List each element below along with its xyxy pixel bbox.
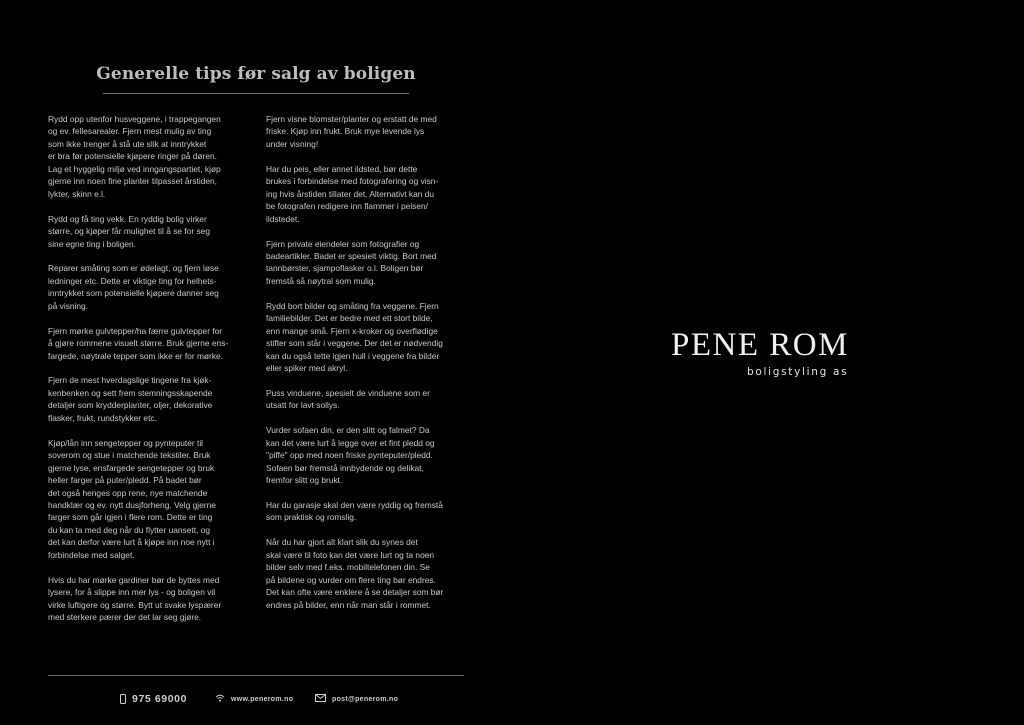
wifi-icon [215,694,225,704]
email-link[interactable]: post@penerom.no [332,695,399,703]
footer-divider [48,675,464,676]
brand-tagline: boligstyling as [747,366,849,378]
right-column [266,113,462,623]
tip-paragraph: Rydd bort bilder og småting fra veggene. Fjern familiebilder. Det er bedre med ett stort bilde, enn mange små. Fjern x-kroker og overflødige stifter som står i veggene. Der det er nødvendig kan du også tette igjen hull i veggene fra bilder eller spiker med akryl. [266,300,443,374]
tip-paragraph: Har du garasje skal den være ryddig og fremstå som praktisk og romslig. [266,499,443,523]
footer-phone [120,692,187,706]
tip-paragraph: Fjern mørke gulvtepper/ha færre gulvtepper for å gjøre rommene visuelt større. Bruk gjerne ens- fargede, nøytrale tepper som ikke er for mørke. [48,325,229,361]
tip-paragraph: Rydd og få ting vekk. En ryddig bolig virker større, og kjøper får mulighet til å se for seg sine egne ting i boligen. [48,213,210,249]
tip-paragraph: Hvis du har mørke gardiner bør de byttes med lysere, for å slippe inn mer lys - og boligen vil virke luftigere og større. Bytt ut svake lyspærer med sterkere pærer der det lar seg gjøre. [48,574,222,623]
footer-web[interactable] [215,692,293,706]
title-divider [103,93,409,94]
tip-paragraph: Reparer småting som er ødelagt, og fjern løse ledninger etc. Dette er viktige ting for helhets- inntrykket som potensielle kjøpere danner seg på visning. [48,263,219,311]
tip-paragraph: Rydd opp utenfor husveggene, i trappegangen og ev. fellesarealer. Fjern mest mulig av ting som ikke trenger å stå ute slik at inntrykket er bra før potensielle kjøpere ringer på døren. Lag et hyggelig miljø ved inngangspartiet, kjøp gjerne inn noen fine planter tilpasset årstiden, lykter, skinn e.l. [48,114,221,199]
tip-paragraph: Når du har gjort alt klart slik du synes det skal være til foto kan det være lurt og ta noen bilder selv med f.eks. mobiltelefonen din. Se på bildene og vurder om flere ting bør endres. Det kan ofte være enklere å se detaljer som bør endres på bilder, enn når man står i rommet. [266,537,444,610]
brand-logo-text: PENE ROM [671,327,849,363]
tip-paragraph: Vurder sofaen din, er den slitt og falmet? Da kan det være lurt å legge over et fint pledd og "piffe" opp med noen friske pynteputer/pledd. Sofaen bør fremstå innbydende og delikat, fremfor slitt og brukt. [266,425,435,486]
website-link[interactable]: www.penerom.no [231,695,294,703]
footer-email[interactable] [315,692,398,706]
tip-paragraph: Har du peis, eller annet ildsted, bør dette brukes i forbindelse med fotografering og visn- ing hvis årstiden tillater det. Alternativt kan du be fotografen redigere inn flammer i peisen/ ildstedet. [266,163,439,224]
phone-icon [120,694,126,704]
tip-paragraph: Fjern private eiendeler som fotografier og badeartikler. Badet er spesielt viktig. Bort med tannbørster, sjampoflasker o.l. Boligen bør fremstå så nøytral som mulig. [266,238,437,286]
tip-paragraph: Fjern visne blomster/planter og erstatt de med friske. Kjøp inn frukt. Bruk mye levende lys under visning! [266,114,437,149]
tip-paragraph: Puss vinduene, spesielt de vinduene som er utsatt for lavt sollys. [266,387,430,411]
tip-paragraph: Kjøp/lån inn sengetepper og pynteputer til soverom og stue i matchende tekstiler. Bruk gjerne lyse, ensfargede sengetepper og bruk heller farger på puter/pledd. På badet bør det også henges opp rene, nye matchende handklær og ev. nytt dusjforheng. Velg gjerne farger som går igjen i flere rom. Dette er ting du kan ta med deg når du flytter uansett, og det kan derfor være lurt å kjøpe inn noe nytt i forbindelse med salget. [48,437,216,560]
envelope-icon [315,694,326,704]
tip-paragraph: Fjern de mest hverdagslige tingene fra kjøk- kenbenken og sett frem stemningsskapende detaljer som krydderplanter, oljer, dekorative flasker, frukt, rundstykker etc. [48,375,213,423]
phone-number: 975 69000 [132,693,188,705]
page-title: Generelle tips før salg av boligen [96,64,416,84]
left-column [48,113,244,636]
